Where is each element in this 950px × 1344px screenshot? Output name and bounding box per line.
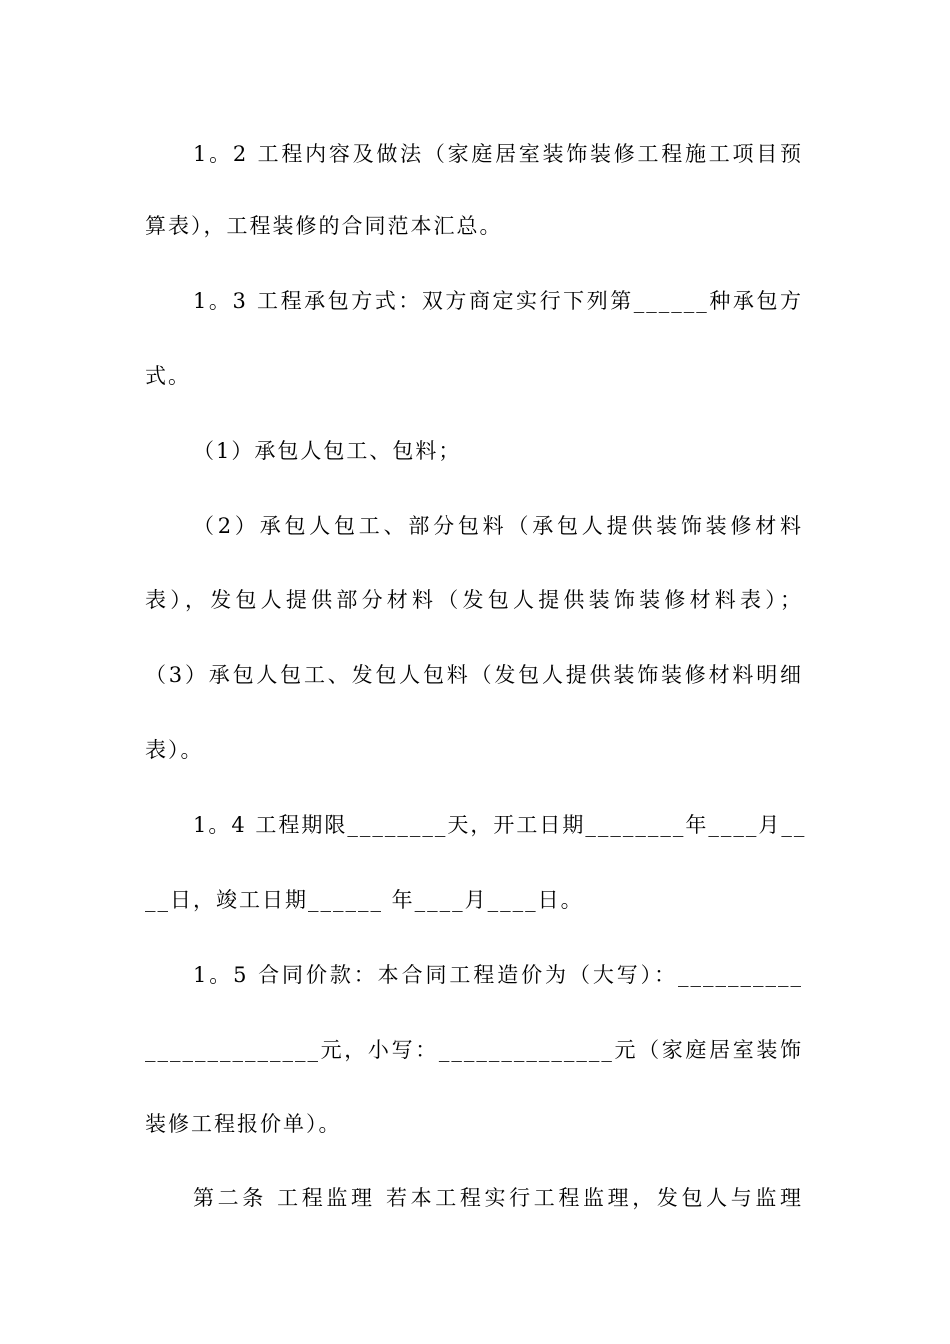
text-line-6: （2）承包人包工、部分包料（承包人提供装饰装修材料 bbox=[193, 514, 803, 538]
text-line-1: 1。2 工程内容及做法（家庭居室装饰装修工程施工项目预 bbox=[193, 142, 803, 166]
text-line-3: 1。3 工程承包方式：双方商定实行下列第______种承包方 bbox=[193, 289, 803, 313]
text-line-15: 第二条 工程监理 若本工程实行工程监理，发包人与监理 bbox=[193, 1186, 803, 1210]
text-line-12: 1。5 合同价款：本合同工程造价为（大写）：__________ bbox=[193, 963, 803, 987]
text-line-4: 式。 bbox=[145, 364, 191, 388]
text-line-14: 装修工程报价单）。 bbox=[145, 1112, 342, 1136]
text-line-9: 表）。 bbox=[145, 738, 204, 762]
text-line-8: （3）承包人包工、发包人包料（发包人提供装饰装修材料明细 bbox=[145, 663, 803, 687]
text-line-10: 1。4 工程期限________天，开工日期________年____月__ bbox=[193, 813, 807, 837]
text-line-13: ______________元，小写：______________元（家庭居室装饰 bbox=[145, 1038, 803, 1062]
text-line-7: 表），发包人提供部分材料（发包人提供装饰装修材料表）； bbox=[145, 588, 803, 612]
text-line-11: __日，竣工日期______ 年____月____日。 bbox=[145, 888, 584, 912]
text-line-2: 算表），工程装修的合同范本汇总。 bbox=[145, 214, 503, 238]
text-line-5: （1）承包人包工、包料； bbox=[193, 439, 462, 463]
